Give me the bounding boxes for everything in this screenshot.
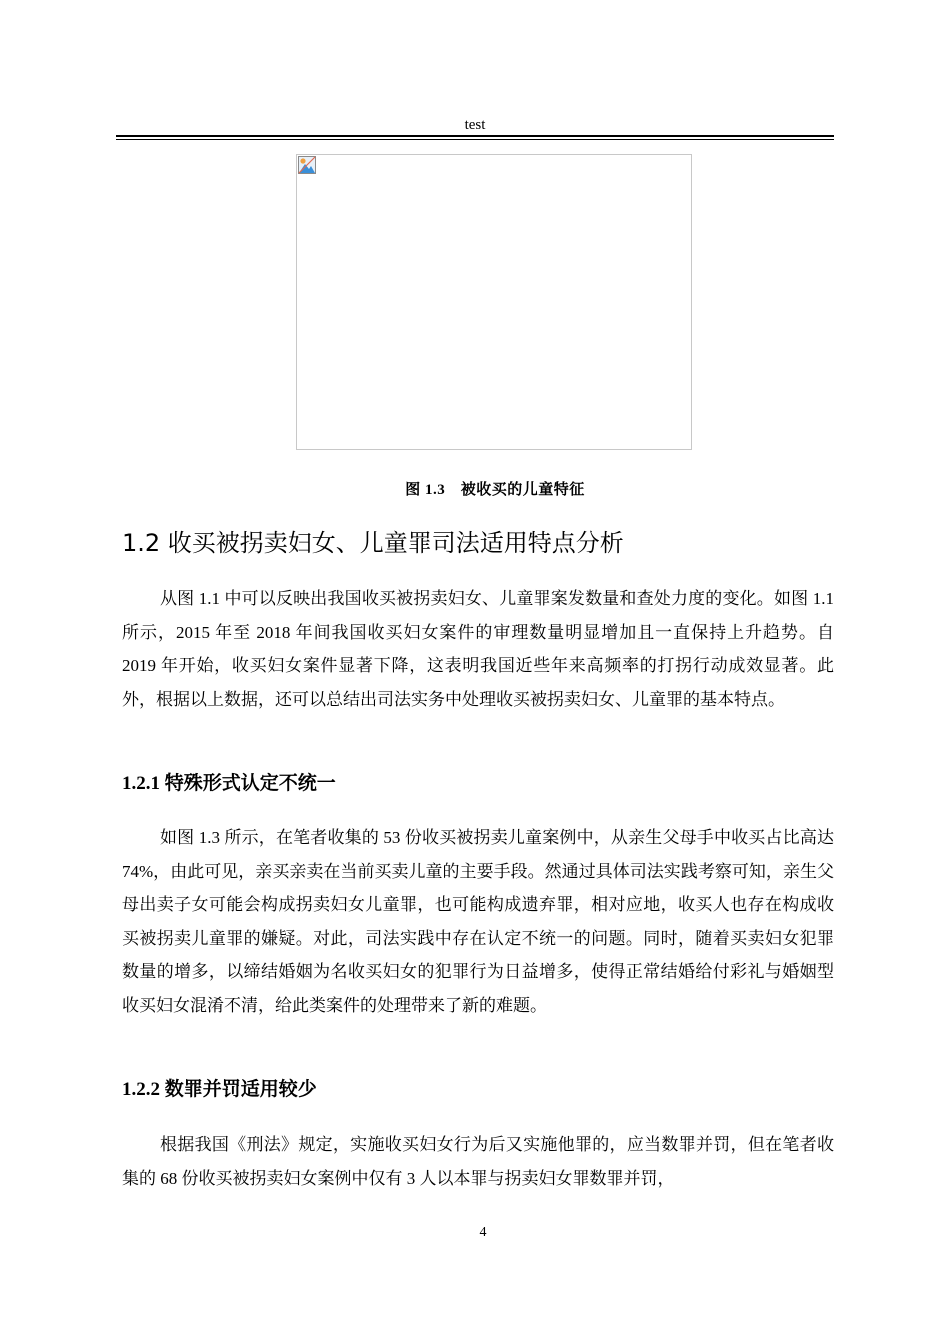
page-header-title: test xyxy=(464,117,486,133)
section-heading: 1.2 收买被拐卖妇女、儿童罪司法适用特点分析 xyxy=(122,529,624,557)
figure-image-placeholder xyxy=(296,154,692,450)
subsection-heading-2: 1.2.2 数罪并罚适用较少 xyxy=(122,1079,317,1100)
subsection-heading-1: 1.2.1 特殊形式认定不统一 xyxy=(122,773,336,794)
subsection-paragraph-1: 如图 1.3 所示，在笔者收集的 53 份收买被拐卖儿童案例中，从亲生父母手中收买占比高达 74%，由此可见，亲买亲卖在当前买卖儿童的主要手段。然通过具体司法实践考察可知，亲生父母出卖子女可能会构成拐卖妇女儿童罪，也可能构成遗弃罪，相对应地，收买人也存在构成收买被拐卖儿童罪的嫌疑。对此，司法实践中存在认定不统一的问题。同时，随着买卖妇女犯罪数量的增多，以缔结婚姻为名收买妇女的犯罪行为日益增多，使得正常结婚给付彩礼与婚姻型收买妇女混淆不清，给此类案件的处理带来了新的难题。 xyxy=(122,828,834,1015)
header-rule-secondary xyxy=(116,139,834,140)
section-paragraph: 从图 1.1 中可以反映出我国收买被拐卖妇女、儿童罪案发数量和查处力度的变化。如图 1.1 所示，2015 年至 2018 年间我国收买妇女案件的审理数量明显增加且一直保持上升趋势。自 2019 年开始，收买妇女案件显著下降，这表明我国近些年来高频率的打拐行动成效显著。此外，根据以上数据，还可以总结出司法实务中处理收买被拐卖妇女、儿童罪的基本特点。 xyxy=(122,589,834,709)
figure-caption: 图 1.3 被收买的儿童特征 xyxy=(405,482,585,498)
subsection-paragraph-2: 根据我国《刑法》规定，实施收买妇女行为后又实施他罪的，应当数罪并罚，但在笔者收集的 68 份收买被拐卖妇女案例中仅有 3 人以本罪与拐卖妇女罪数罪并罚， xyxy=(122,1135,834,1188)
broken-image-icon xyxy=(298,156,316,174)
page-number: 4 xyxy=(479,1225,487,1240)
header-rule xyxy=(116,135,834,137)
